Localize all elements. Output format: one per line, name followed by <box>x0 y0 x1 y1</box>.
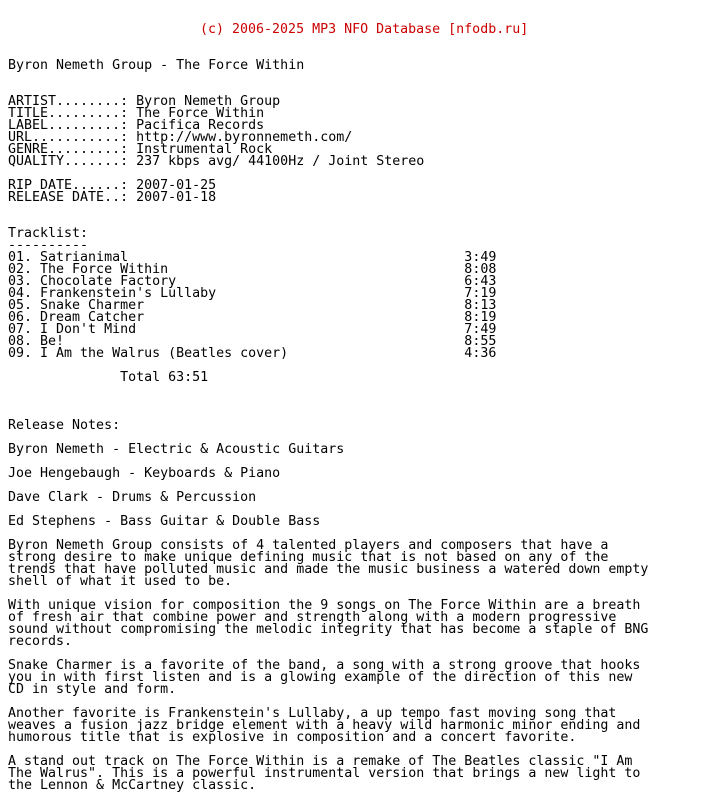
nfo-line: the Lennon & McCartney classic. <box>8 778 257 793</box>
nfo-line: RELEASE DATE..: 2007-01-18 <box>8 190 217 205</box>
nfo-line: humorous title that is explosive in composition and a concert favorite. <box>8 730 577 745</box>
nfo-line: GENRE.........: Instrumental Rock <box>8 142 273 157</box>
nfo-line: Byron Nemeth - Electric & Acoustic Guitars <box>8 442 345 457</box>
nfo-line: Ed Stephens - Bass Guitar & Double Bass <box>8 514 321 529</box>
nfo-line: 09. I Am the Walrus (Beatles cover) 4:36 <box>8 346 497 361</box>
nfo-line: 04. Frankenstein's Lullaby 7:19 <box>8 286 497 301</box>
nfo-line: Snake Charmer is a favorite of the band, a song with a strong groove that hooks <box>8 658 641 673</box>
nfo-line: 06. Dream Catcher 8:19 <box>8 310 497 325</box>
nfo-line: Tracklist: <box>8 226 89 241</box>
nfo-line: Total 63:51 <box>8 370 209 385</box>
nfo-line: Byron Nemeth Group consists of 4 talented players and composers that have a <box>8 538 609 553</box>
nfo-line <box>8 216 648 228</box>
nfo-line: CD in style and form. <box>8 682 177 697</box>
nfo-line: 08. Be! 8:55 <box>8 334 497 349</box>
nfo-line: records. <box>8 634 73 649</box>
nfo-line: shell of what it used to be. <box>8 574 233 589</box>
nfo-line: weaves a fusion jazz bridge element with a heavy wild harmonic minor ending and <box>8 718 641 733</box>
header-row <box>8 24 648 36</box>
nfo-document <box>8 0 648 804</box>
nfo-line <box>8 72 648 84</box>
nfo-line <box>8 204 648 216</box>
nfo-line: The Walrus". This is a powerful instrumental version that brings a new light to <box>8 766 641 781</box>
nfo-line: 02. The Force Within 8:08 <box>8 262 497 277</box>
nfo-line: Joe Hengebaugh - Keyboards & Piano <box>8 466 281 481</box>
nfo-line: Release Notes: <box>8 418 121 433</box>
nfo-line: Dave Clark - Drums & Percussion <box>8 490 257 505</box>
nfo-body <box>8 60 648 792</box>
nfo-line: TITLE.........: The Force Within <box>8 106 265 121</box>
nfo-line: ---------- <box>8 238 89 253</box>
nfo-line: of fresh air that combine power and strength along with a modern progressive <box>8 610 617 625</box>
nfo-line <box>8 396 648 408</box>
nfo-line: strong desire to make unique defining music that is not based on any of the <box>8 550 609 565</box>
nfodb-header: (c) 2006-2025 MP3 NFO Database [nfodb.ru] <box>200 22 529 37</box>
nfo-line: ARTIST........: Byron Nemeth Group <box>8 94 281 109</box>
nfo-line: LABEL.........: Pacifica Records <box>8 118 265 133</box>
nfo-line: 03. Chocolate Factory 6:43 <box>8 274 497 289</box>
nfo-line: A stand out track on The Force Within is a remake of The Beatles classic "I Am <box>8 754 633 769</box>
nfo-line <box>8 384 648 396</box>
nfo-line: 01. Satrianimal 3:49 <box>8 250 497 265</box>
nfo-line: 05. Snake Charmer 8:13 <box>8 298 497 313</box>
nfo-line: QUALITY.......: 237 kbps avg/ 44100Hz / Joint Stereo <box>8 154 425 169</box>
nfo-line: sound without compromising the melodic integrity that has become a staple of BNG <box>8 622 649 637</box>
nfo-line: Another favorite is Frankenstein's Lullaby, a up tempo fast moving song that <box>8 706 617 721</box>
nfo-line: RIP DATE......: 2007-01-25 <box>8 178 217 193</box>
nfo-line: trends that have polluted music and made the music business a watered down empty <box>8 562 649 577</box>
nfo-line: With unique vision for composition the 9 songs on The Force Within are a breath <box>8 598 641 613</box>
nfo-line: Byron Nemeth Group - The Force Within <box>8 58 305 73</box>
nfo-line: URL...........: http://www.byronnemeth.com/ <box>8 130 353 145</box>
nfo-line: you in with first listen and is a glowing example of the direction of this new <box>8 670 633 685</box>
nfo-line: 07. I Don't Mind 7:49 <box>8 322 497 337</box>
